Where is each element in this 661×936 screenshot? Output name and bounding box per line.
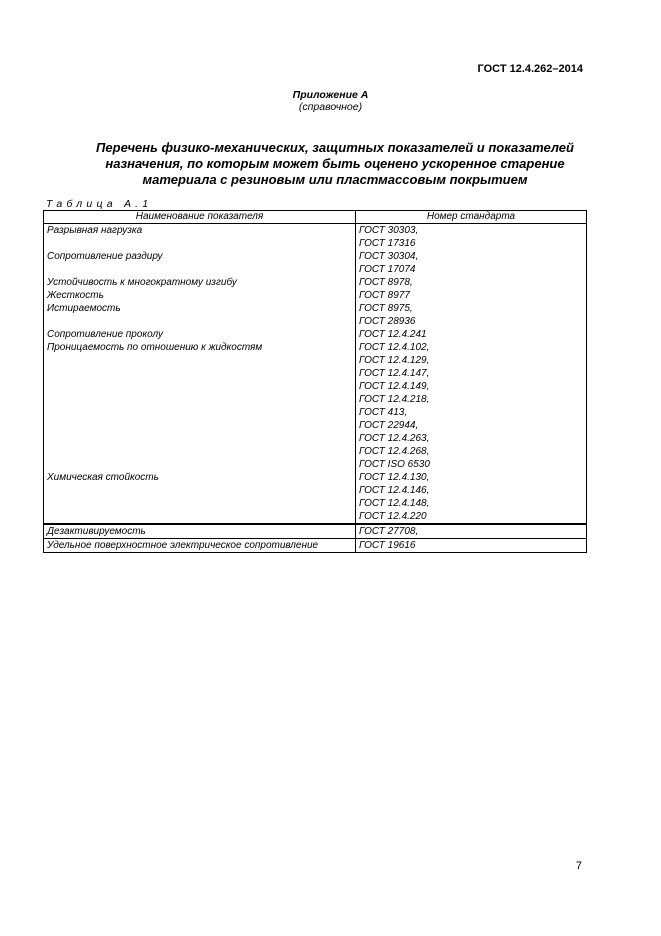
table-row bbox=[44, 328, 587, 341]
table-row bbox=[44, 458, 587, 471]
standard-number-cell: ГОСТ 12.4.148, bbox=[356, 497, 587, 510]
annex-title: Приложение А bbox=[292, 89, 369, 101]
table-row bbox=[44, 406, 587, 419]
annex-subtitle: (справочное) bbox=[298, 101, 363, 113]
standard-number-cell: ГОСТ 12.4.149, bbox=[356, 380, 587, 393]
standard-number-cell: ГОСТ 12.4.147, bbox=[356, 367, 587, 380]
indicator-name-cell bbox=[44, 354, 356, 367]
table-row bbox=[44, 419, 587, 432]
document-title-line-2: назначения, по которым может быть оценено ускоренное старение bbox=[105, 156, 565, 171]
indicator-name-cell: Химическая стойкость bbox=[44, 471, 356, 484]
document-title-line-1: Перечень физико-механических, защитных показателей и показателей bbox=[96, 140, 574, 155]
indicator-name-cell: Сопротивление проколу bbox=[44, 328, 356, 341]
table-row bbox=[44, 510, 587, 524]
indicator-name-cell bbox=[44, 419, 356, 432]
standard-number-cell: ГОСТ 8978, bbox=[356, 276, 587, 289]
standard-number-cell: ГОСТ 12.4.102, bbox=[356, 341, 587, 354]
table-row bbox=[44, 250, 587, 263]
indicator-name-cell bbox=[44, 367, 356, 380]
standard-number-cell: ГОСТ 19616 bbox=[356, 539, 587, 553]
standard-number-cell: ГОСТ 8977 bbox=[356, 289, 587, 302]
standard-number-cell: ГОСТ 17074 bbox=[356, 263, 587, 276]
table-row bbox=[44, 484, 587, 497]
table-row bbox=[44, 263, 587, 276]
table-row bbox=[44, 341, 587, 354]
indicator-name-cell bbox=[44, 497, 356, 510]
indicator-name-cell bbox=[44, 510, 356, 524]
indicator-name-cell bbox=[44, 380, 356, 393]
table-row bbox=[44, 393, 587, 406]
standards-table bbox=[43, 210, 587, 553]
document-title-line-3: материала с резиновым или пластмассовым покрытием bbox=[142, 172, 528, 187]
standard-number-cell: ГОСТ 12.4.146, bbox=[356, 484, 587, 497]
indicator-name-cell: Устойчивость к многократному изгибу bbox=[44, 276, 356, 289]
indicator-name-cell bbox=[44, 484, 356, 497]
standard-number-cell: ГОСТ 413, bbox=[356, 406, 587, 419]
indicator-name-cell: Жесткость bbox=[44, 289, 356, 302]
indicator-name-cell: Разрывная нагрузка bbox=[44, 224, 356, 238]
standard-number-cell: ГОСТ 12.4.220 bbox=[356, 510, 587, 524]
column-header-name: Наименование показателя bbox=[44, 211, 356, 224]
indicator-name-cell bbox=[44, 263, 356, 276]
table-row bbox=[44, 224, 587, 238]
standard-number-cell: ГОСТ 27708, bbox=[356, 524, 587, 539]
table-row bbox=[44, 471, 587, 484]
indicator-name-cell bbox=[44, 458, 356, 471]
document-code: ГОСТ 12.4.262–2014 bbox=[477, 63, 583, 75]
table-row bbox=[44, 432, 587, 445]
standard-number-cell: ГОСТ 12.4.130, bbox=[356, 471, 587, 484]
indicator-name-cell: Истираемость bbox=[44, 302, 356, 315]
indicator-name-cell bbox=[44, 393, 356, 406]
table-row bbox=[44, 539, 587, 553]
standard-number-cell: ГОСТ 30303, bbox=[356, 224, 587, 238]
indicator-name-cell bbox=[44, 432, 356, 445]
standard-number-cell: ГОСТ 12.4.268, bbox=[356, 445, 587, 458]
standard-number-cell: ГОСТ 28936 bbox=[356, 315, 587, 328]
standards-table-container bbox=[43, 210, 587, 553]
table-row bbox=[44, 237, 587, 250]
standard-number-cell: ГОСТ 30304, bbox=[356, 250, 587, 263]
page-number: 7 bbox=[575, 860, 582, 872]
indicator-name-cell bbox=[44, 406, 356, 419]
standard-number-cell: ГОСТ 17316 bbox=[356, 237, 587, 250]
column-header-standard: Номер стандарта bbox=[356, 211, 587, 224]
standard-number-cell: ГОСТ 12.4.241 bbox=[356, 328, 587, 341]
table-body bbox=[44, 224, 587, 553]
table-row bbox=[44, 445, 587, 458]
document-title bbox=[40, 140, 630, 188]
table-row bbox=[44, 289, 587, 302]
indicator-name-cell bbox=[44, 315, 356, 328]
standard-number-cell: ГОСТ ISO 6530 bbox=[356, 458, 587, 471]
table-row bbox=[44, 524, 587, 539]
standard-number-cell: ГОСТ 12.4.263, bbox=[356, 432, 587, 445]
standard-number-cell: ГОСТ 8975, bbox=[356, 302, 587, 315]
table-caption: Таблица А.1 bbox=[46, 198, 153, 210]
indicator-name-cell: Удельное поверхностное электрическое сопротивление bbox=[44, 539, 356, 553]
table-row bbox=[44, 315, 587, 328]
standard-number-cell: ГОСТ 22944, bbox=[356, 419, 587, 432]
annex-heading bbox=[0, 89, 661, 113]
table-row bbox=[44, 354, 587, 367]
table-header-row bbox=[44, 211, 587, 224]
table-row bbox=[44, 276, 587, 289]
standard-number-cell: ГОСТ 12.4.218, bbox=[356, 393, 587, 406]
indicator-name-cell: Дезактивируемость bbox=[44, 524, 356, 539]
table-row bbox=[44, 380, 587, 393]
table-row bbox=[44, 367, 587, 380]
table-row bbox=[44, 302, 587, 315]
indicator-name-cell: Проницаемость по отношению к жидкостям bbox=[44, 341, 356, 354]
indicator-name-cell: Сопротивление раздиру bbox=[44, 250, 356, 263]
standard-number-cell: ГОСТ 12.4.129, bbox=[356, 354, 587, 367]
indicator-name-cell bbox=[44, 237, 356, 250]
indicator-name-cell bbox=[44, 445, 356, 458]
table-row bbox=[44, 497, 587, 510]
